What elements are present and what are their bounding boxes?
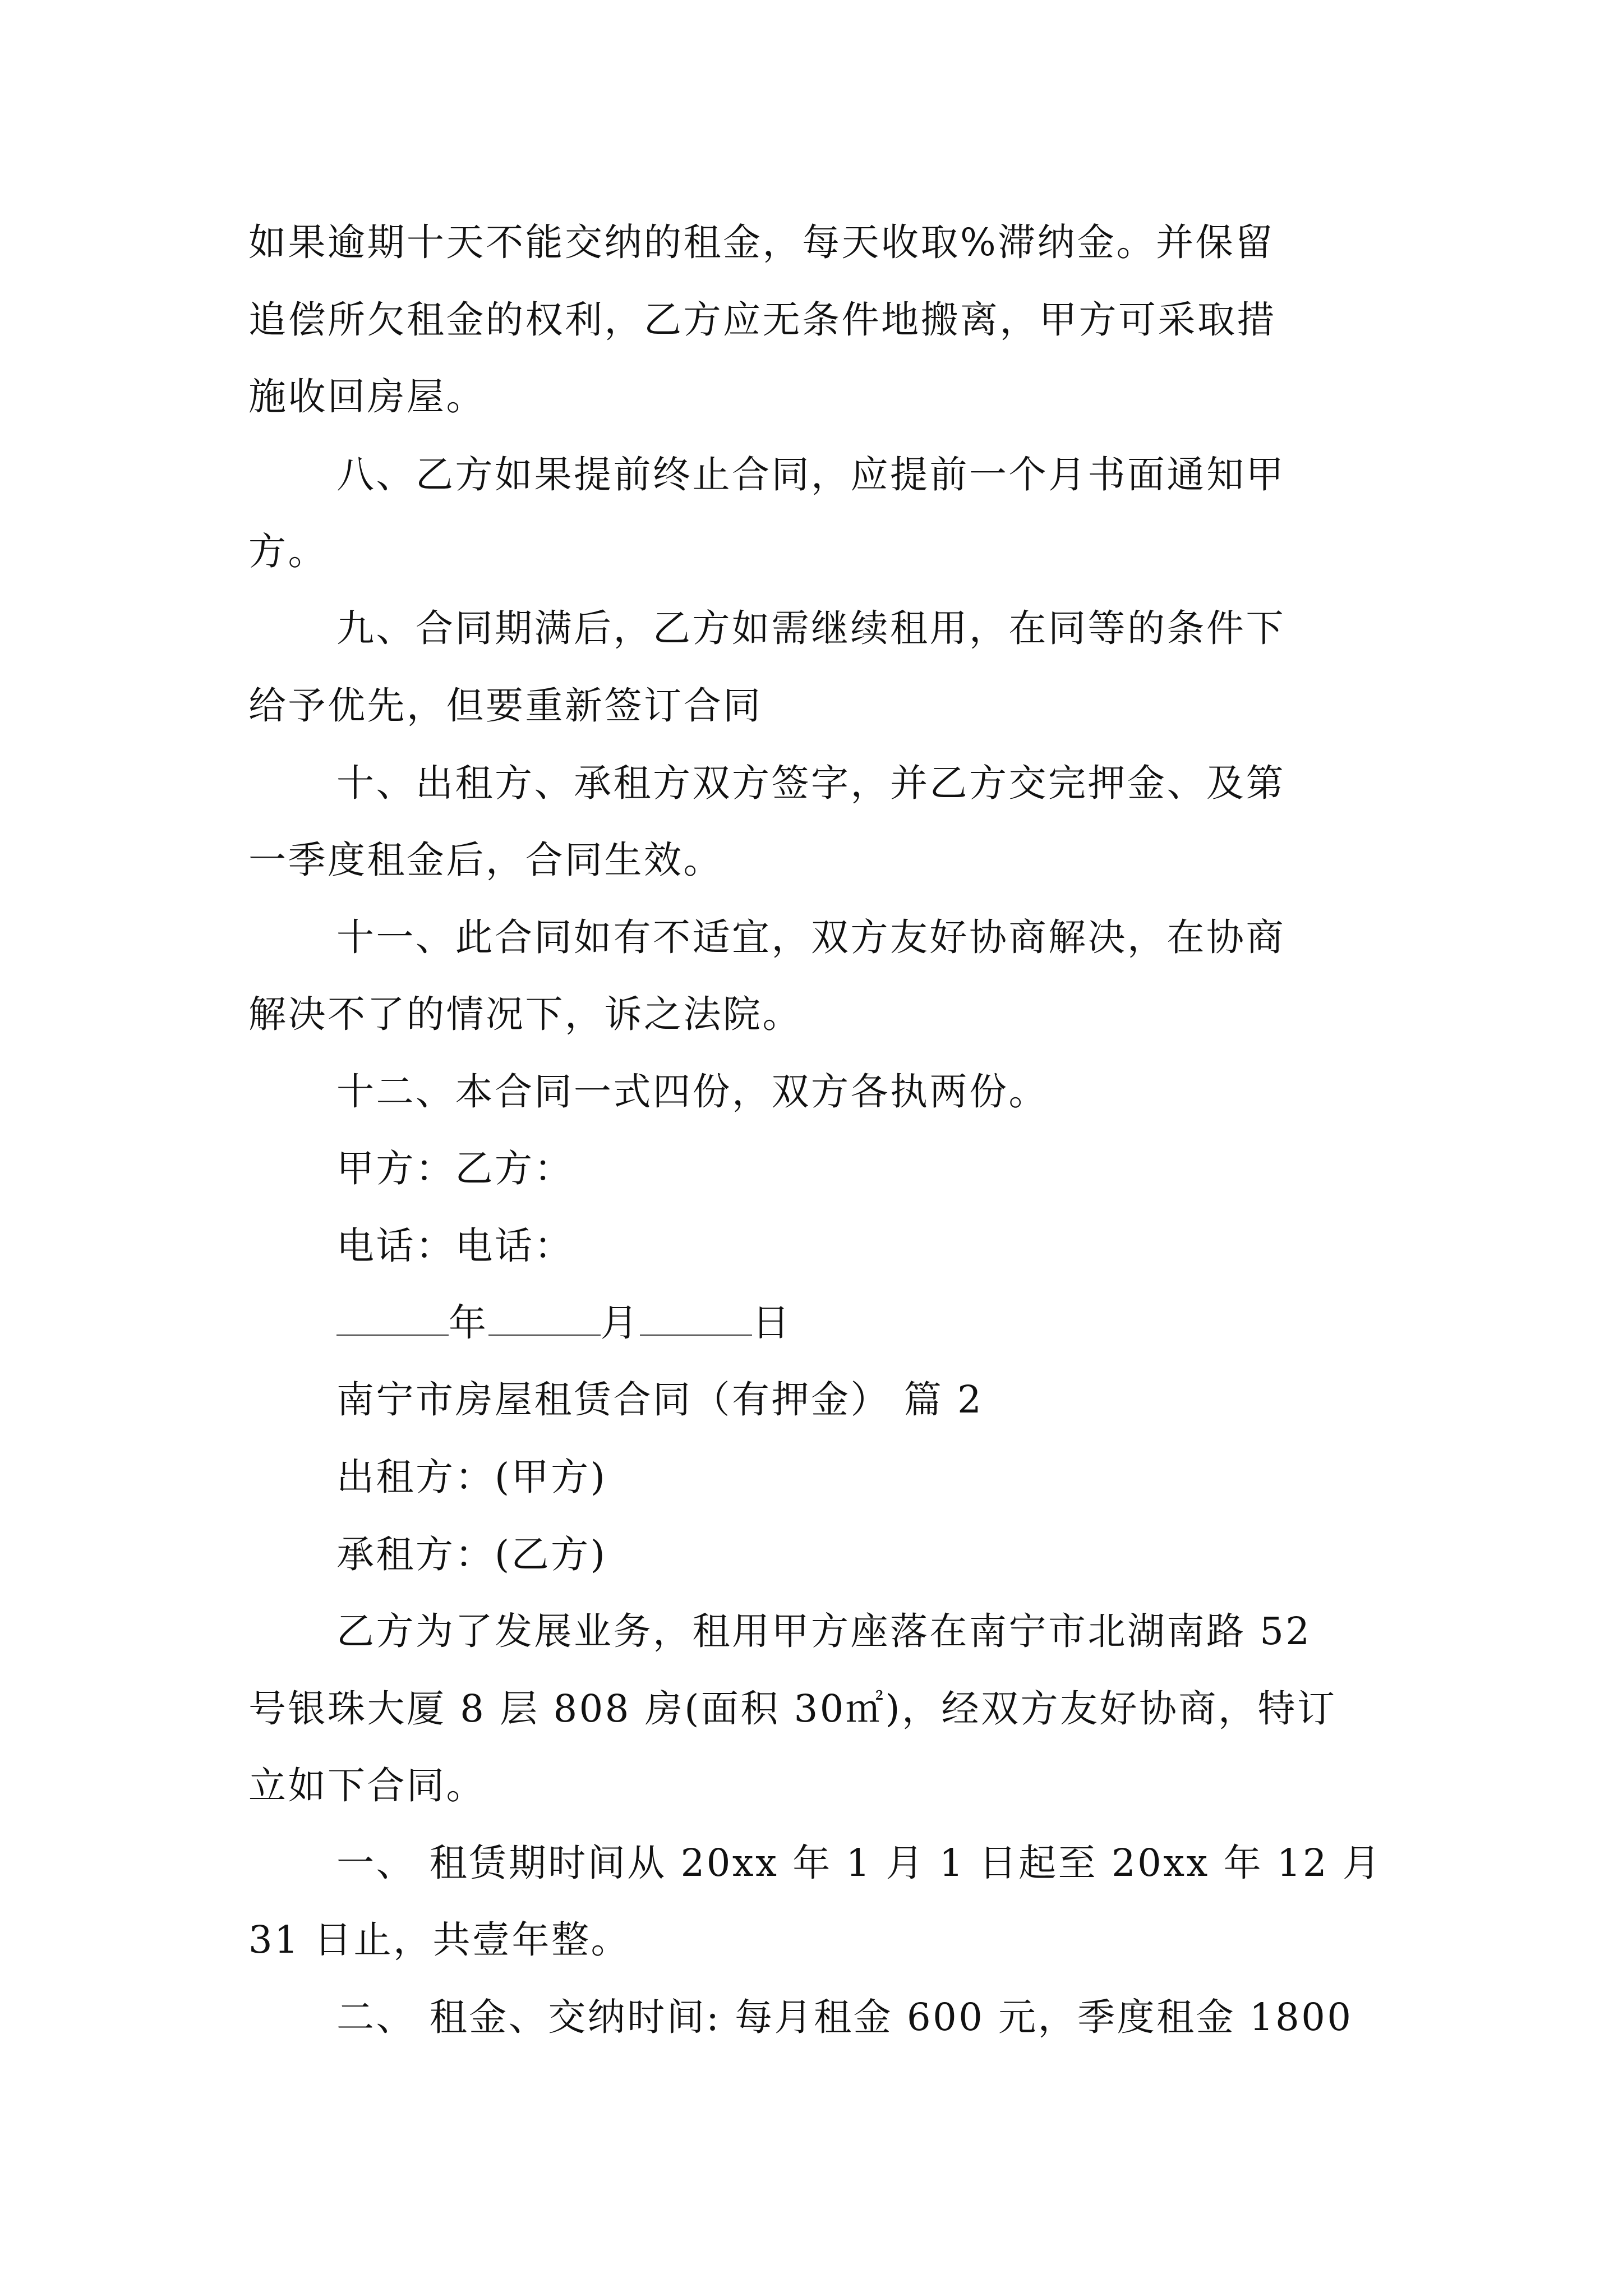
- month-blank: [488, 1305, 601, 1336]
- paragraph-line: 解决不了的情况下，诉之法院。: [248, 992, 802, 1036]
- paragraph-line: 如果逾期十天不能交纳的租金，每天收取%滞纳金。并保留: [248, 220, 1275, 264]
- day-blank: [640, 1305, 752, 1336]
- clause-12-line: 十二、本合同一式四份，双方各执两份。: [336, 1070, 1048, 1114]
- clause-9-line: 九、合同期满后，乙方如需继续租用，在同等的条件下: [336, 606, 1285, 650]
- paragraph-line: 一季度租金后，合同生效。: [248, 838, 723, 882]
- paragraph-line: 给予优先，但要重新签订合同: [248, 684, 763, 728]
- year-blank: [336, 1305, 449, 1336]
- paragraph-line: 施收回房屋。: [248, 375, 486, 418]
- lessee-line: 承租方：(乙方): [336, 1533, 607, 1576]
- lessor-line: 出租方：(甲方): [336, 1455, 607, 1499]
- party-signature-line: 甲方：乙方：: [336, 1147, 574, 1190]
- paragraph-line: 追偿所欠租金的权利，乙方应无条件地搬离，甲方可采取措: [248, 298, 1276, 342]
- intro-line: 乙方为了发展业务，租用甲方座落在南宁市北湖南路 52: [336, 1609, 1312, 1653]
- paragraph-line: 方。: [248, 530, 328, 573]
- section-heading: 南宁市房屋租赁合同（有押金） 篇 2: [336, 1378, 984, 1421]
- paragraph-line: 立如下合同。: [248, 1764, 486, 1807]
- date-line: [336, 1300, 792, 1345]
- paragraph-line: 31 日止，共壹年整。: [248, 1918, 631, 1962]
- phone-line: 电话：电话：: [336, 1224, 574, 1268]
- month-label: 月: [600, 1301, 640, 1345]
- clause-1-line: 一、 租赁期时间从 20xx 年 1 月 1 日起至 20xx 年 12 月: [336, 1841, 1382, 1885]
- paragraph-line: 号银珠大厦 8 层 808 房(面积 30㎡)，经双方友好协商，特订: [248, 1687, 1337, 1731]
- clause-11-line: 十一、此合同如有不适宜，双方友好协商解决，在协商: [336, 915, 1285, 959]
- clause-8-line: 八、乙方如果提前终止合同，应提前一个月书面通知甲: [336, 453, 1285, 496]
- year-label: 年: [449, 1301, 488, 1345]
- clause-10-line: 十、出租方、承租方双方签字，并乙方交完押金、及第: [336, 761, 1285, 805]
- clause-2-line: 二、 租金、交纳时间: 每月租金 600 元，季度租金 1800: [336, 1995, 1353, 2039]
- day-label: 日: [752, 1301, 792, 1345]
